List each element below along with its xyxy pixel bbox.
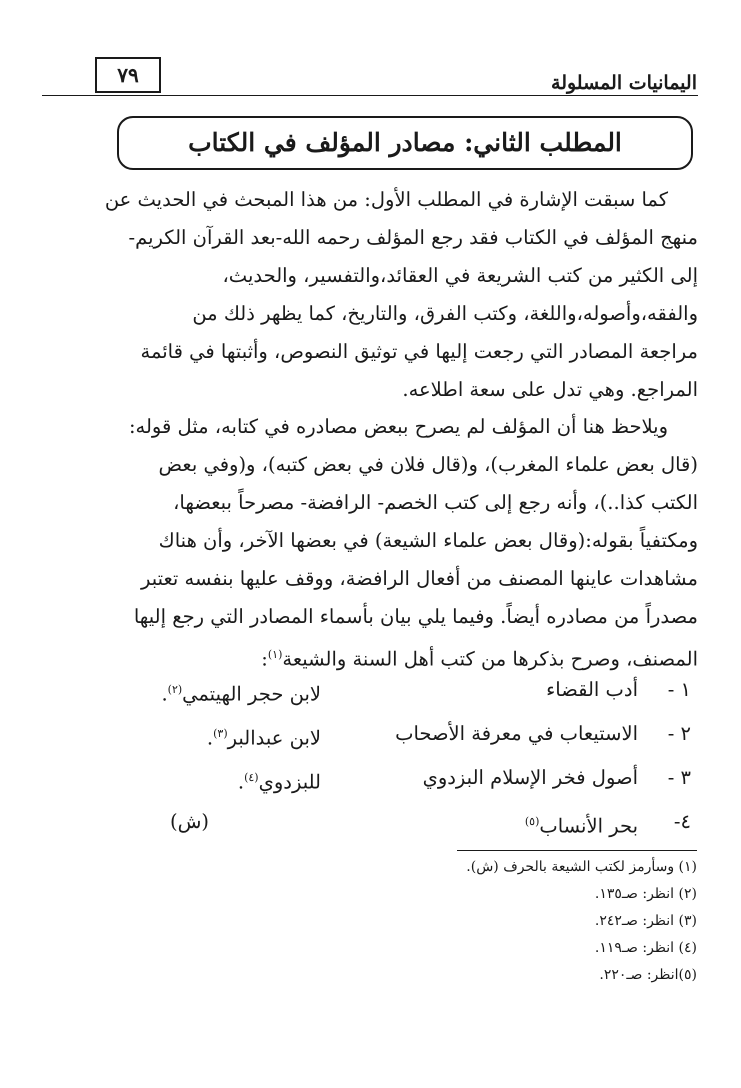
- footnote: (٣) انظر: صـ٢٤٢.: [594, 913, 697, 929]
- running-title: اليمانيات المسلولة: [551, 72, 697, 94]
- paragraph-line: والفقه،وأصوله،واللغة، وكتب الفرق، والتاريخ، كما يظهر ذلك من: [192, 302, 698, 325]
- paragraph-line: الكتب كذا..)، وأنه رجع إلى كتب الخصم- الرافضة- مصرحاً ببعضها،: [173, 491, 698, 514]
- paragraph-line: (قال بعض علماء المغرب)، و(قال فلان في بعض كتبه)، و(وفي بعض: [158, 453, 698, 476]
- source-number: ٢ -: [667, 722, 691, 745]
- shia-marker: (ش): [170, 810, 210, 833]
- footnote-ref: (١): [267, 648, 283, 661]
- paragraph-2: [44, 408, 698, 679]
- source-number: ٣ -: [667, 766, 691, 789]
- paragraph-line: ويلاحظ هنا أن المؤلف لم يصرح ببعض مصادره في كتابه، مثل قوله:: [128, 415, 668, 438]
- footnote-ref: (٤): [244, 771, 259, 784]
- paragraph-line: إلى الكثير من كتب الشريعة في العقائد،والتفسير، والحديث،: [222, 264, 698, 287]
- paragraph-line: كما سبقت الإشارة في المطلب الأول: من هذا المبحث في الحديث عن: [104, 188, 668, 211]
- source-author: [238, 756, 321, 805]
- footnote: (٢) انظر: صـ١٣٥.: [594, 886, 697, 902]
- source-number: ١ -: [667, 678, 691, 701]
- paragraph-line: مصدراً من مصادره أيضاً. وفيما يلي بيان بأسماء المصادر التي رجع إليها: [133, 605, 698, 628]
- footnote-rule: [457, 850, 697, 851]
- paragraph-1: [44, 181, 698, 409]
- source-item: [0, 800, 741, 844]
- paragraph-line: منهج المؤلف في الكتاب فقد رجع المؤلف رحمه الله-بعد القرآن الكريم-: [128, 226, 698, 249]
- line-text: المصنف، وصرح بذكرها من كتب أهل السنة والشيعة: [282, 647, 698, 671]
- footnote: (٥)انظر: صـ٢٢٠.: [599, 967, 697, 983]
- footnote-ref: (٥): [524, 815, 540, 828]
- source-number: ٤-: [673, 810, 691, 833]
- source-title: الاستيعاب في معرفة الأصحاب: [395, 722, 638, 745]
- footnote-ref: (٢): [167, 683, 183, 696]
- source-item: [0, 756, 741, 800]
- paragraph-line: ومكتفياً بقوله:(وقال بعض علماء الشيعة) في بعضها الآخر، وأن هناك: [158, 529, 698, 552]
- paragraph-line: المراجع. وهي تدل على سعة اطلاعه.: [402, 378, 698, 401]
- source-title: أدب القضاء: [546, 678, 638, 701]
- source-title: أصول فخر الإسلام البزدوي: [422, 766, 638, 789]
- footnote: (١) وسأرمز لكتب الشيعة بالحرف (ش).: [466, 859, 697, 875]
- source-author: [161, 668, 321, 717]
- author-end: .: [237, 770, 245, 794]
- footnote: (٤) انظر: صـ١١٩.: [594, 940, 697, 956]
- author-end: .: [206, 726, 214, 750]
- paragraph-line: مشاهدات عاينها المصنف من أفعال الرافضة، ووقف عليها بنفسه تعتبر: [141, 567, 698, 590]
- header-rule: [42, 95, 698, 96]
- author-name: للبزدوي: [258, 770, 321, 794]
- line-end: :: [261, 647, 268, 671]
- paragraph-line: مراجعة المصادر التي رجعت إليها في توثيق النصوص، وأثبتها في قائمة: [140, 340, 698, 363]
- source-item: [0, 712, 741, 756]
- footnotes: [97, 854, 697, 989]
- author-name: لابن عبدالبر: [227, 726, 321, 750]
- section-title: المطلب الثاني: مصادر المؤلف في الكتاب: [117, 116, 693, 170]
- sources-list: [0, 668, 741, 844]
- author-end: .: [161, 682, 168, 706]
- source-title: [525, 800, 638, 849]
- source-author: [207, 712, 321, 761]
- page-number: ٧٩: [95, 57, 161, 93]
- author-name: لابن حجر الهيتمي: [182, 682, 321, 706]
- title-text: بحر الأنساب: [539, 814, 638, 838]
- source-item: [0, 668, 741, 712]
- footnote-ref: (٣): [213, 727, 228, 740]
